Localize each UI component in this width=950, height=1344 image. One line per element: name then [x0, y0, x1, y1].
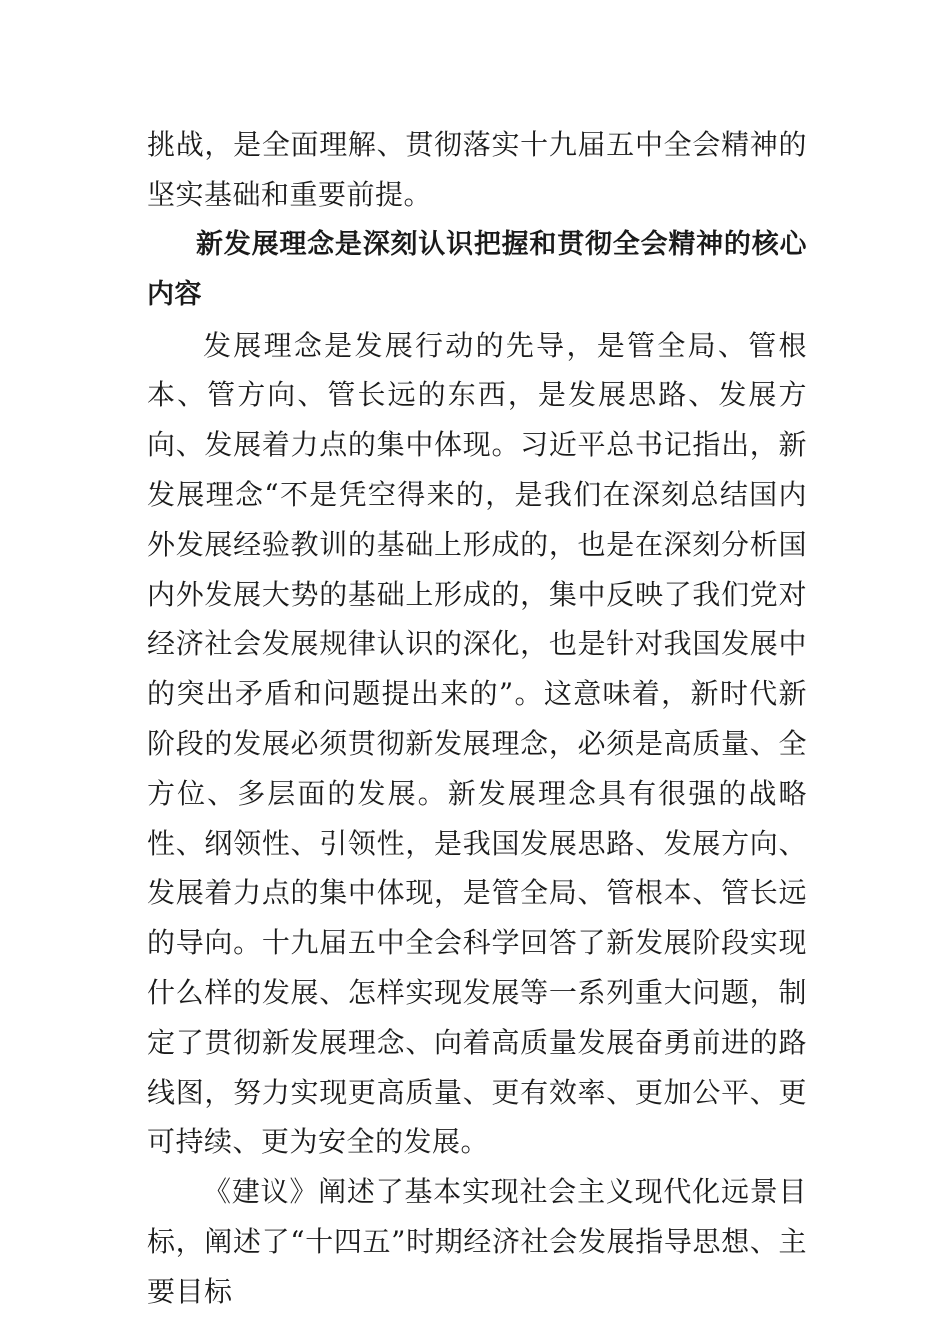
body-paragraph-1: 发展理念是发展行动的先导，是管全局、管根本、管方向、管长远的东西，是发展思路、发展方向、发展着力点的集中体现。习近平总书记指出，新发展理念“不是凭空得来的，是我们在深刻总结国内外发展经验教训的基础上形成的，也是在深刻分析国内外发展大势的基础上形成的，集中反映了我们党对经济社会发展规律认识的深化，也是针对我国发展中的突出矛盾和问题提出来的”。这意味着，新时代新阶段的发展必须贯彻新发展理念，必须是高质量、全方位、多层面的发展。新发展理念具有很强的战略性、纲领性、引领性，是我国发展思路、发展方向、发展着力点的集中体现，是管全局、管根本、管长远的导向。十九届五中全会科学回答了新发展阶段实现什么样的发展、怎样实现发展等一系列重大问题，制定了贯彻新发展理念、向着高质量发展奋勇前进的路线图，努力实现更高质量、更有效率、更加公平、更可持续、更为安全的发展。	[147, 328, 807, 1159]
document-body	[147, 120, 807, 1317]
body-paragraph-2: 《建议》阐述了基本实现社会主义现代化远景目标，阐述了“十四五”时期经济社会发展指导思想、主要目标	[147, 1175, 807, 1308]
section-heading: 新发展理念是深刻认识把握和贯彻全会精神的核心内容	[147, 228, 807, 310]
continuation-paragraph: 挑战，是全面理解、贯彻落实十九届五中全会精神的坚实基础和重要前提。	[147, 128, 807, 211]
